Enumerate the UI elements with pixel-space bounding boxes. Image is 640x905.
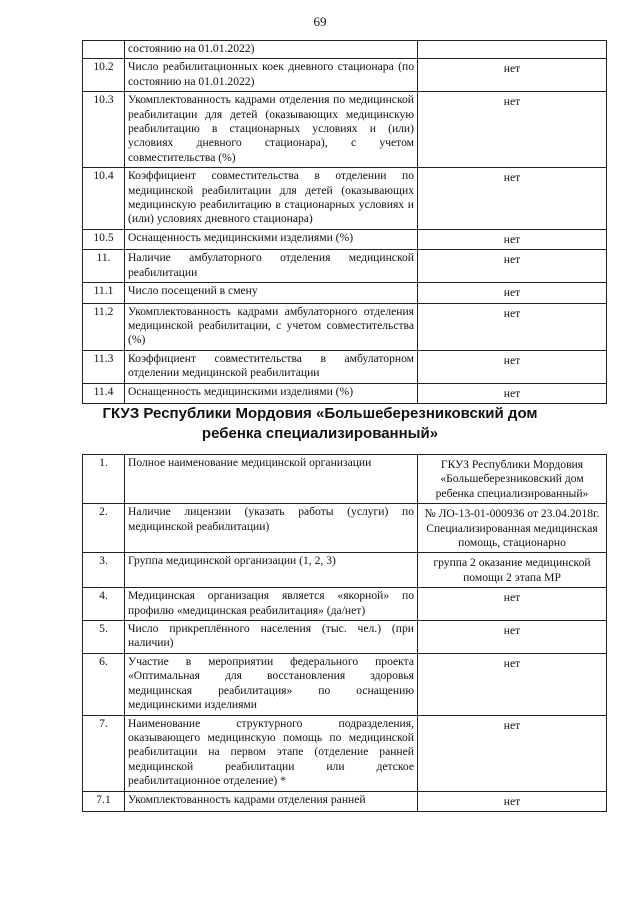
row-value: нет — [418, 383, 607, 403]
page-number: 69 — [313, 14, 327, 29]
row-indicator: Наличие амбулаторного отделения медицинской реабилитации — [125, 250, 418, 283]
table-row — [83, 168, 607, 230]
row-number — [83, 41, 125, 59]
row-number: 7.1 — [83, 791, 125, 811]
table-row — [83, 504, 607, 553]
row-indicator: Укомплектованность кадрами отделения по медицинской реабилитации для детей (оказывающих медицинскую реабилитацию в стационарных условиях и (или) условиях дневного стационара), с учетом совместительства (%) — [125, 92, 418, 168]
table-row — [83, 621, 607, 654]
row-indicator: Участие в мероприятии федерального проекта «Оптимальная для восстановления здоровья медицинская реабилитация» по оснащению медицинскими изделиями — [125, 653, 418, 715]
row-value: ГКУЗ Республики Мордовия «Большеберезниковский дом ребенка специализированный» — [418, 455, 607, 504]
table-row — [83, 553, 607, 588]
row-value: нет — [418, 92, 607, 168]
row-indicator: Коэффициент совместительства в отделении по медицинской реабилитации для детей (оказывающих медицинскую реабилитацию в стационарных условиях и (или) условиях дневного стационара) — [125, 168, 418, 230]
row-indicator: Полное наименование медицинской организации — [125, 455, 418, 504]
organization-profile-table — [82, 454, 607, 812]
row-number: 2. — [83, 504, 125, 553]
table-row — [83, 588, 607, 621]
row-indicator: Группа медицинской организации (1, 2, 3) — [125, 553, 418, 588]
table-row — [83, 715, 607, 791]
row-indicator: состоянию на 01.01.2022) — [125, 41, 418, 59]
row-indicator: Наличие лицензии (указать работы (услуги) по медицинской реабилитации) — [125, 504, 418, 553]
row-number: 6. — [83, 653, 125, 715]
row-value: нет — [418, 653, 607, 715]
row-indicator: Медицинская организация является «якорной» по профилю «медицинская реабилитация» (да/нет) — [125, 588, 418, 621]
row-number: 4. — [83, 588, 125, 621]
row-value: нет — [418, 791, 607, 811]
row-number: 10.3 — [83, 92, 125, 168]
row-indicator: Число прикреплённого населения (тыс. чел.) (при наличии) — [125, 621, 418, 654]
table-row — [83, 229, 607, 249]
row-indicator: Коэффициент совместительства в амбулаторном отделении медицинской реабилитации — [125, 350, 418, 383]
table-row — [83, 59, 607, 92]
row-number: 11.3 — [83, 350, 125, 383]
row-value: группа 2 оказание медицинской помощи 2 этапа МР — [418, 553, 607, 588]
row-value: нет — [418, 715, 607, 791]
row-value: нет — [418, 303, 607, 350]
table-row — [83, 350, 607, 383]
row-value: нет — [418, 350, 607, 383]
organization-heading: ГКУЗ Республики Мордовия «Большеберезниковский дом ребенка специализированный» — [102, 405, 538, 442]
row-number: 5. — [83, 621, 125, 654]
table-row — [83, 455, 607, 504]
row-indicator: Наименование структурного подразделения, оказывающего медицинскую помощь по медицинской реабилитации на первом этапе (отделение ранней медицинской реабилитации или детское реабилитационное отделение) * — [125, 715, 418, 791]
row-indicator: Укомплектованность кадрами отделения ранней — [125, 791, 418, 811]
indicators-table-continued — [82, 40, 607, 404]
row-indicator: Укомплектованность кадрами амбулаторного отделения медицинской реабилитации, с учетом совместительства (%) — [125, 303, 418, 350]
row-value: № ЛО-13-01-000936 от 23.04.2018г. Специализированная медицинская помощь, стационарно — [418, 504, 607, 553]
row-value: нет — [418, 250, 607, 283]
table-row — [83, 303, 607, 350]
row-number: 10.4 — [83, 168, 125, 230]
table-row — [83, 41, 607, 59]
row-value: нет — [418, 59, 607, 92]
table-row — [83, 250, 607, 283]
table-row — [83, 791, 607, 811]
row-number: 10.5 — [83, 229, 125, 249]
row-value: нет — [418, 168, 607, 230]
row-number: 11. — [83, 250, 125, 283]
row-value: нет — [418, 283, 607, 303]
row-number: 11.4 — [83, 383, 125, 403]
table-row — [83, 283, 607, 303]
row-value — [418, 41, 607, 59]
row-number: 1. — [83, 455, 125, 504]
row-value: нет — [418, 588, 607, 621]
row-number: 11.1 — [83, 283, 125, 303]
row-number: 7. — [83, 715, 125, 791]
row-number: 10.2 — [83, 59, 125, 92]
row-indicator: Число реабилитационных коек дневного стационара (по состоянию на 01.01.2022) — [125, 59, 418, 92]
row-value: нет — [418, 229, 607, 249]
row-indicator: Число посещений в смену — [125, 283, 418, 303]
row-number: 3. — [83, 553, 125, 588]
row-indicator: Оснащенность медицинскими изделиями (%) — [125, 229, 418, 249]
row-number: 11.2 — [83, 303, 125, 350]
table-row — [83, 92, 607, 168]
row-value: нет — [418, 621, 607, 654]
row-indicator: Оснащенность медицинскими изделиями (%) — [125, 383, 418, 403]
table-row — [83, 383, 607, 403]
table-row — [83, 653, 607, 715]
